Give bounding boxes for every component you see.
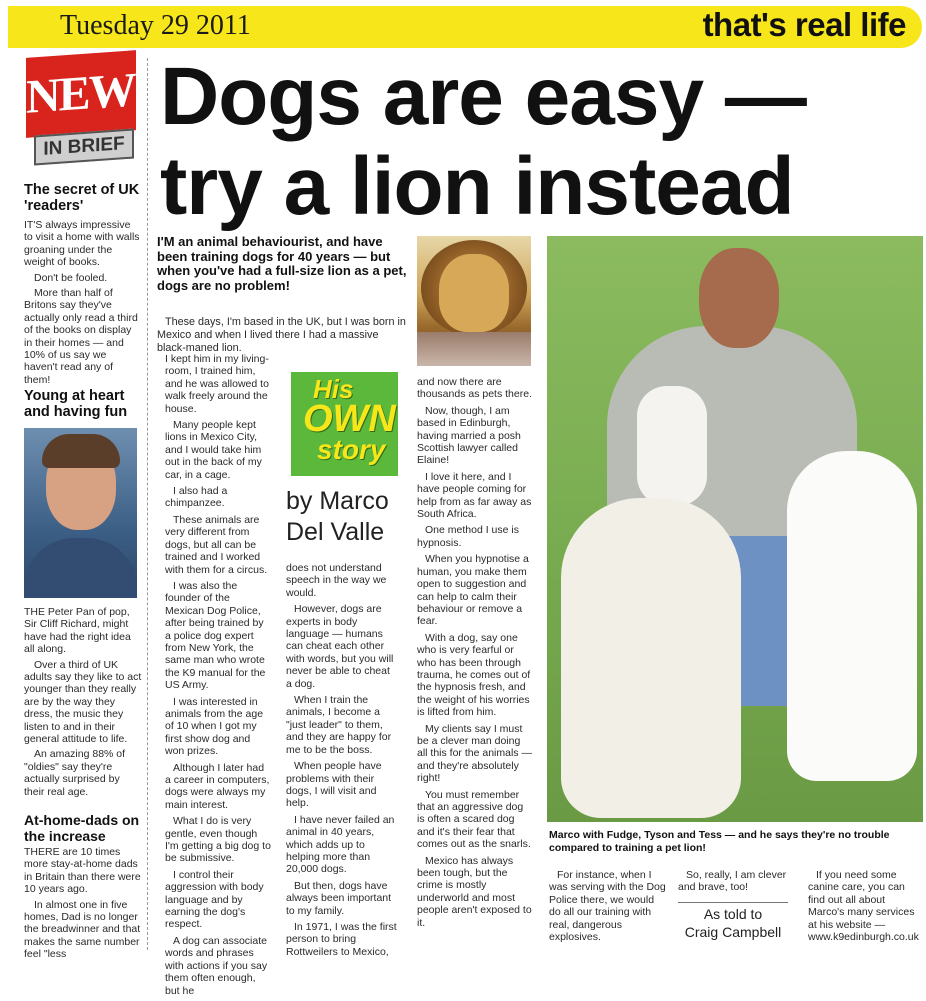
article-para: When you hypnotise a human, you make them open to suggestion and can help to calm their behaviour or remove a fear. <box>417 553 529 628</box>
marco-with-dogs-photo <box>547 236 923 822</box>
brief-para: IT'S always impressive to visit a home with walls groaning under the weight of books. <box>24 219 140 269</box>
brief-heading-young: Young at heart and having fun <box>24 388 128 420</box>
article-para: If you need some canine care, you can find out all about Marco's many services at his website — www.k9edinburgh.co.uk <box>808 869 919 944</box>
article-para: In 1971, I was the first person to bring Rottweilers to Mexico, <box>286 920 397 958</box>
article-column-6 <box>808 869 924 947</box>
article-para: For instance, when I was serving with the Dog Police there, we would do all our training with real, dangerous explosives. <box>549 869 666 944</box>
news-in-brief-logo <box>26 54 160 166</box>
article-column-4 <box>549 869 667 947</box>
article-para: I have never failed an animal in 40 years, which adds up to helping more than 20,000 dogs. <box>286 813 395 876</box>
header-bar <box>8 6 922 48</box>
brief-body-readers <box>24 219 142 389</box>
column-divider <box>147 58 148 950</box>
headline-line-2: try a lion instead <box>160 141 794 232</box>
article-para: Although I later had a career in computers, dogs were always my main interest. <box>165 761 270 811</box>
magazine-title: that's real life <box>702 6 906 43</box>
article-para: But then, dogs have always been important to my family. <box>286 879 392 917</box>
brief-heading-readers: The secret of UK 'readers' <box>24 182 140 214</box>
photo-caption: Marco with Fudge, Tyson and Tess — and he says they're no trouble compared to training a pet lion! <box>549 829 890 854</box>
article-para: When people have problems with their dogs, I will visit and help. <box>286 760 382 810</box>
article-para: Many people kept lions in Mexico City, and I would take him out in the back of my car, in a cage. <box>165 419 262 481</box>
article-para: I love it here, and I have people coming for help from as far away as South Africa. <box>417 470 532 521</box>
article-para: I was interested in animals from the age of 10 when I got my first show dog and won prizes. <box>165 695 264 758</box>
brief-heading-dads: At-home-dads on the increase <box>24 812 140 844</box>
brief-para: Don't be fooled. <box>34 271 108 284</box>
brief-para: More than half of Britons say they've actually only read a third of the books on display in their homes — and 10% of us say we haven't read any of them! <box>24 287 138 386</box>
in-brief-logo-word: IN BRIEF <box>34 129 134 166</box>
headline-line-1: Dogs are easy — <box>160 51 806 142</box>
headline <box>160 52 920 232</box>
article-para: What I do is very gentle, even though I'm getting a big dog to be submissive. <box>165 815 271 865</box>
brief-para: In almost one in five homes, Dad is no longer the breadwinner and that makes the same number feel "less <box>24 898 141 961</box>
lion-photo <box>417 236 531 366</box>
brief-para: THERE are 10 times more stay-at-home dads in Britain than there were 10 years ago. <box>24 846 141 896</box>
article-para: I also had a chimpanzee. <box>165 485 228 510</box>
article-para: Mexico has always been tough, but the crime is mostly underworld and most people aren't exposed to it. <box>417 854 532 929</box>
article-para: A dog can associate words and phrases with actions if you say them often enough, but he <box>165 934 268 997</box>
article-para: I was also the founder of the Mexican Dog Police, after being trained by a police dog expert from New York, the same man who wrote the K9 manual for the US Army. <box>165 579 266 692</box>
badge-word-own: OWN <box>303 398 396 440</box>
article-para: Now, though, I am based in Edinburgh, having married a posh Scottish lawyer called Elaine! <box>417 404 521 467</box>
his-own-story-badge <box>291 372 398 476</box>
cliff-richard-photo <box>24 428 137 598</box>
article-para: I kept him in my living-room, I trained him, and he was allowed to walk freely around the house. <box>165 353 269 415</box>
article-para: These animals are very different from dogs, but all can be trained and I worked with them for a circus. <box>165 513 268 576</box>
brief-para: An amazing 88% of "oldies" say they're actually surprised by their real age. <box>24 748 126 798</box>
as-told-to <box>678 902 788 941</box>
byline: by Marco Del Valle <box>286 487 389 546</box>
brief-body-young <box>24 606 142 801</box>
article-para: When I train the animals, I become a "just leader" to them, and they are happy for me to be the boss. <box>286 694 392 756</box>
as-told-to-label: As told to <box>703 906 763 922</box>
standfirst: I'M an animal behaviourist, and have been training dogs for 40 years — but when you've had a full-size lion as a pet, dogs are no problem! <box>157 234 407 293</box>
article-para: does not understand speech in the way we would. <box>286 562 387 599</box>
article-para: I control their aggression with body language and by earning the dog's respect. <box>165 868 264 931</box>
article-para: You must remember that an aggressive dog is often a scared dog and it's their fear that comes out as the snarls. <box>417 788 531 851</box>
badge-word-his: His <box>313 374 354 404</box>
article-para: One method I use is hypnosis. <box>417 524 519 549</box>
article-para: My clients say I must be a clever man doing all this for the animals — and they're absolutely right! <box>417 722 532 785</box>
article-column-1 <box>165 353 271 1001</box>
brief-body-dads <box>24 846 142 964</box>
article-column-2 <box>286 562 398 962</box>
brief-para: THE Peter Pan of pop, Sir Cliff Richard, might have had the right idea all along. <box>24 606 131 656</box>
article-para: However, dogs are experts in body language — humans can cheat each other with words, but you will never be able to cheat a dog. <box>286 603 394 690</box>
brief-para: Over a third of UK adults say they like to act younger than they really are by the way they dress, the music they listen to and in their general attitude to life. <box>24 658 142 746</box>
article-column-3 <box>417 376 533 933</box>
article-para: So, really, I am clever and brave, too! <box>678 869 787 894</box>
as-told-to-name: Craig Campbell <box>684 924 782 940</box>
article-column-5 <box>678 869 790 898</box>
article-para: With a dog, say one who is very fearful or who has been through trauma, he comes out of the hypnosis fresh, and the weight of his worries is lifted from him. <box>417 631 531 719</box>
badge-word-story: story <box>317 434 386 465</box>
article-para: and now there are thousands as pets there. <box>417 376 532 401</box>
intro-paragraph: These days, I'm based in the UK, but I was born in Mexico and when I lived there I had a massive black-maned lion. <box>157 316 406 354</box>
issue-date: Tuesday 29 2011 <box>60 10 251 41</box>
news-logo-word: NEWS <box>26 50 136 138</box>
